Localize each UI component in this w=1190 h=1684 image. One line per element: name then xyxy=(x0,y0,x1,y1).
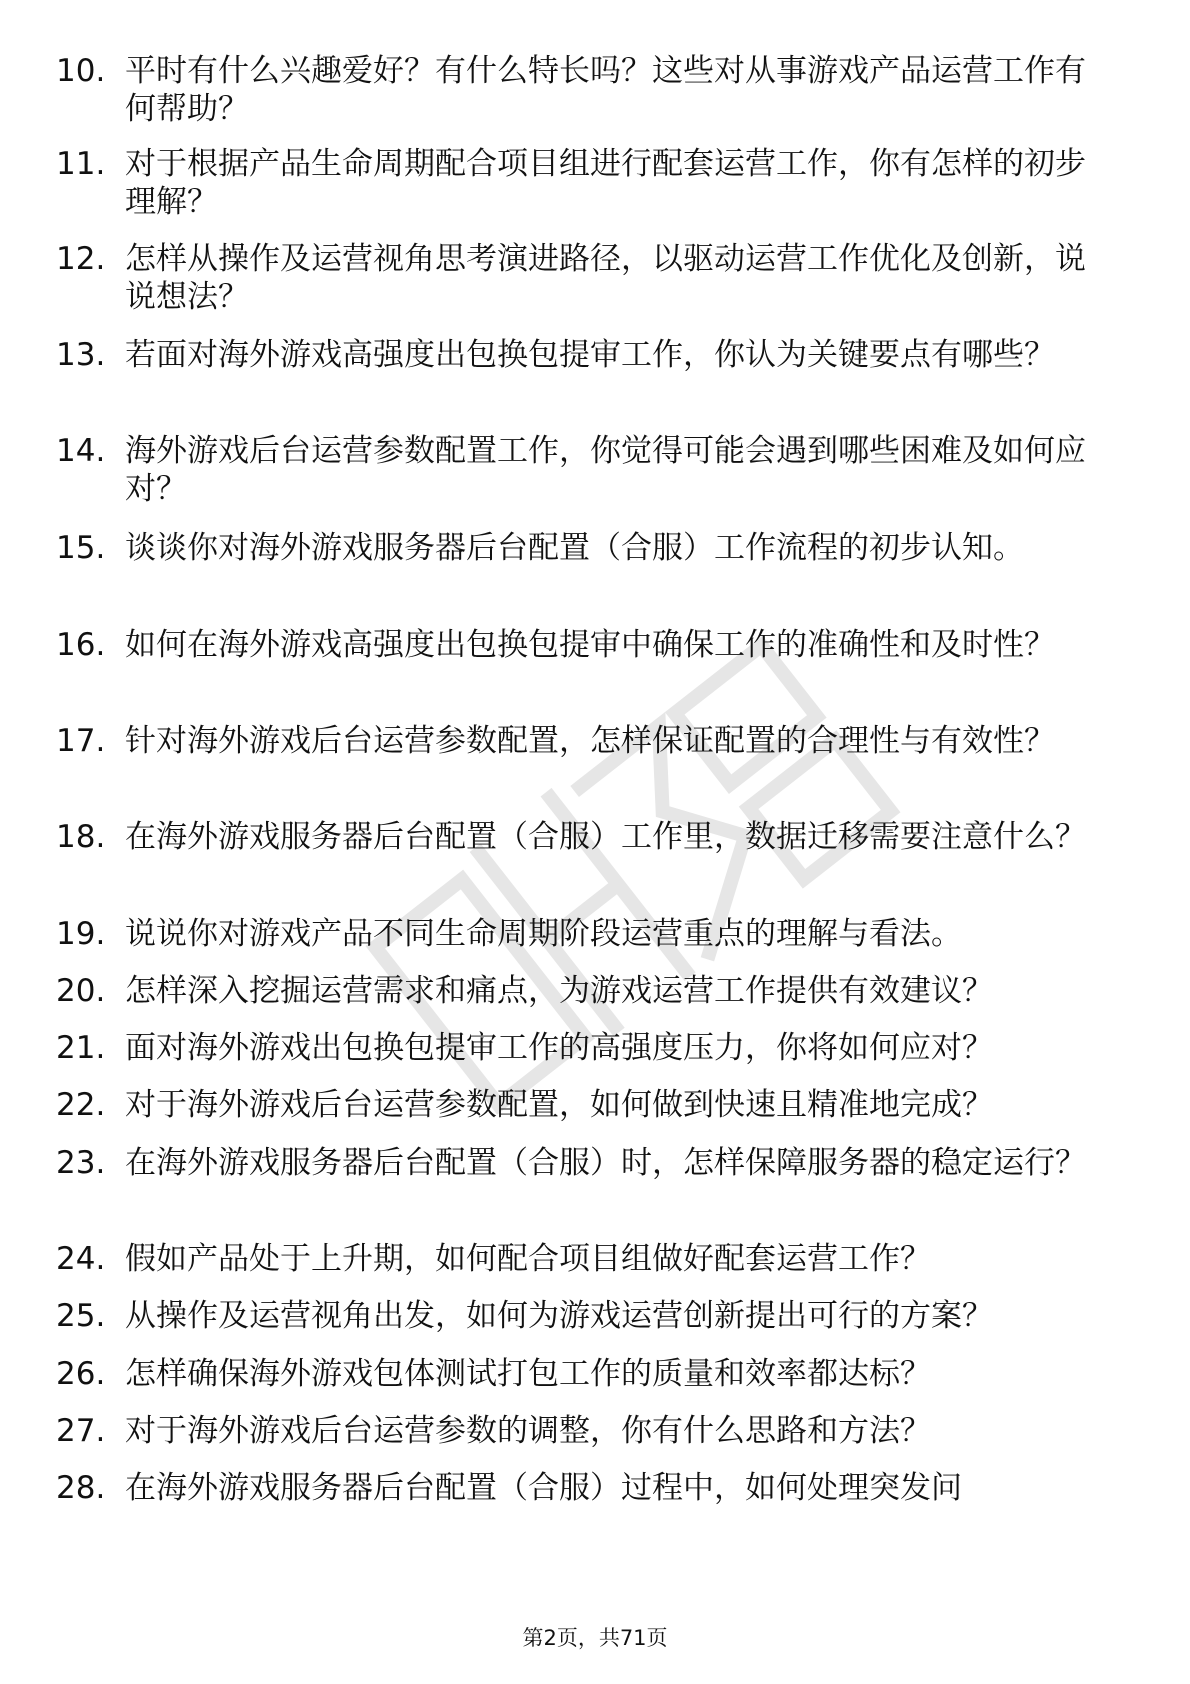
question-number: 12. xyxy=(56,241,106,277)
question-text: 怎样深入挖掘运营需求和痛点，为游戏运营工作提供有效建议？ xyxy=(125,973,993,1009)
question-number: 16. xyxy=(56,627,106,663)
question-number: 22. xyxy=(56,1087,106,1123)
question-text: 对于海外游戏后台运营参数的调整，你有什么思路和方法？ xyxy=(125,1413,931,1449)
question-number: 27. xyxy=(56,1413,106,1449)
question-text: 怎样确保海外游戏包体测试打包工作的质量和效率都达标？ xyxy=(125,1356,931,1392)
question-text: 在海外游戏服务器后台配置（合服）工作里，数据迁移需要注意什么？ xyxy=(125,819,1086,855)
page-number-footer: 第2页，共71页 xyxy=(522,1626,668,1650)
question-text: 怎样从操作及运营视角思考演进路径，以驱动运营工作优化及创新，说说想法？ xyxy=(125,241,1086,315)
question-number: 10. xyxy=(56,53,106,89)
question-number: 20. xyxy=(56,973,106,1009)
question-text: 谈谈你对海外游戏服务器后台配置（合服）工作流程的初步认知。 xyxy=(125,530,1024,566)
question-text: 在海外游戏服务器后台配置（合服）时，怎样保障服务器的稳定运行？ xyxy=(125,1145,1086,1181)
question-text: 对于海外游戏后台运营参数配置，如何做到快速且精准地完成？ xyxy=(125,1087,993,1123)
question-number: 15. xyxy=(56,530,106,566)
question-number: 26. xyxy=(56,1356,106,1392)
question-text: 说说你对游戏产品不同生命周期阶段运营重点的理解与看法。 xyxy=(125,916,962,952)
question-text: 假如产品处于上升期，如何配合项目组做好配套运营工作？ xyxy=(125,1241,931,1277)
question-text: 海外游戏后台运营参数配置工作，你觉得可能会遇到哪些困难及如何应对？ xyxy=(125,433,1086,507)
question-number: 18. xyxy=(56,819,106,855)
question-number: 21. xyxy=(56,1030,106,1066)
question-number: 13. xyxy=(56,337,106,373)
question-number: 14. xyxy=(56,433,106,469)
question-number: 28. xyxy=(56,1470,106,1506)
question-number: 17. xyxy=(56,723,106,759)
question-text: 面对海外游戏出包换包提审工作的高强度压力，你将如何应对？ xyxy=(125,1030,993,1066)
question-number: 24. xyxy=(56,1241,106,1277)
question-number: 11. xyxy=(56,146,106,182)
question-number: 25. xyxy=(56,1298,106,1334)
question-number: 23. xyxy=(56,1145,106,1181)
question-text: 在海外游戏服务器后台配置（合服）过程中，如何处理突发问 xyxy=(125,1470,962,1506)
question-text: 若面对海外游戏高强度出包换包提审工作，你认为关键要点有哪些？ xyxy=(125,337,1055,373)
question-number: 19. xyxy=(56,916,106,952)
question-text: 平时有什么兴趣爱好？有什么特长吗？这些对从事游戏产品运营工作有何帮助？ xyxy=(125,53,1086,127)
question-text: 对于根据产品生命周期配合项目组进行配套运营工作，你有怎样的初步理解？ xyxy=(125,146,1086,220)
question-text: 针对海外游戏后台运营参数配置，怎样保证配置的合理性与有效性？ xyxy=(125,723,1055,759)
question-text: 从操作及运营视角出发，如何为游戏运营创新提出可行的方案？ xyxy=(125,1298,993,1334)
question-text: 如何在海外游戏高强度出包换包提审中确保工作的准确性和及时性？ xyxy=(125,627,1055,663)
